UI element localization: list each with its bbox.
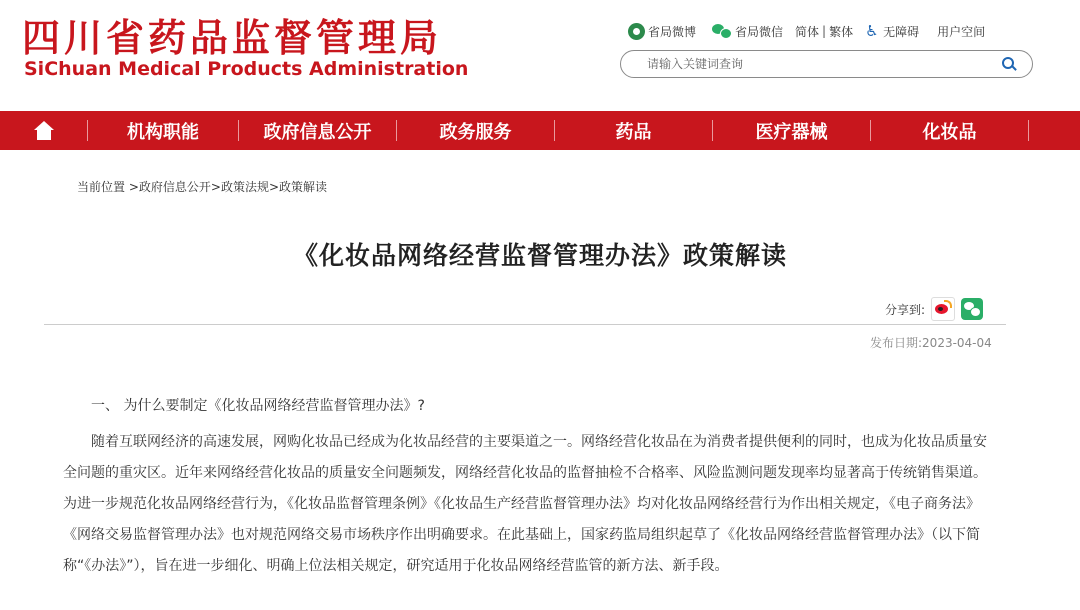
nav-item-institution[interactable]: 机构职能 [127, 121, 199, 143]
nav-divider [1028, 120, 1029, 141]
nav-item-devices[interactable]: 医疗器械 [755, 121, 828, 143]
publish-date [870, 334, 992, 351]
search-icon[interactable] [1001, 56, 1017, 72]
site-header [0, 0, 1080, 110]
share-wechat-icon[interactable] [961, 298, 983, 320]
breadcrumb-separator: > [210, 180, 221, 194]
lang-separator: | [822, 24, 827, 38]
wechat-link[interactable] [712, 23, 783, 40]
nav-item-drugs[interactable]: 药品 [615, 121, 652, 143]
article-heading: 一、 为什么要制定《化妆品网络经营监督管理办法》? [91, 398, 425, 414]
title-divider [44, 324, 1006, 325]
nav-item-services[interactable]: 政务服务 [439, 121, 512, 143]
weibo-link-label: 省局微博 [648, 24, 697, 39]
traditional-link[interactable]: 繁体 [829, 24, 854, 39]
article-title: 《化妆品网络经营监督管理办法》政策解读 [292, 241, 787, 270]
nav-item-cosmetics[interactable]: 化妆品 [922, 121, 977, 143]
main-nav [0, 111, 1080, 150]
breadcrumb-prefix: 当前位置 > [77, 180, 139, 194]
breadcrumb-separator: > [268, 180, 280, 194]
accessibility-link[interactable] [865, 22, 919, 40]
wechat-icon [712, 23, 732, 39]
share-weibo-icon[interactable] [931, 297, 955, 321]
home-icon [33, 121, 55, 141]
breadcrumb-item[interactable]: 政策解读 [279, 180, 328, 194]
user-space-link[interactable]: 用户空间 [937, 24, 986, 39]
nav-item-gov-info[interactable]: 政府信息公开 [263, 121, 372, 143]
breadcrumb-item[interactable]: 政府信息公开 [138, 180, 211, 194]
weibo-icon [628, 23, 645, 40]
share-label: 分享到: [885, 302, 926, 317]
site-logo-chinese[interactable]: 四川省药品监督管理局 [22, 16, 443, 60]
publish-date-label: 发布日期: [870, 336, 923, 350]
share-bar [885, 297, 983, 321]
publish-date-value: 2023-04-04 [922, 336, 992, 350]
accessibility-link-label: 无障碍 [883, 24, 920, 39]
simplified-link[interactable]: 简体 [795, 24, 820, 39]
site-logo-english[interactable]: SiChuan Medical Products Administration [24, 58, 469, 80]
search-box [620, 50, 1033, 78]
wechat-link-label: 省局微信 [735, 24, 784, 39]
nav-home[interactable] [0, 111, 87, 150]
breadcrumb-item[interactable]: 政策法规 [220, 180, 269, 194]
breadcrumb [77, 178, 327, 195]
top-links [628, 20, 985, 42]
search-input[interactable] [647, 55, 987, 73]
article-body [63, 391, 987, 582]
weibo-link[interactable] [628, 23, 696, 40]
article-paragraph: 随着互联网经济的高速发展，网购化妆品已经成为化妆品经营的主要渠道之一。网络经营化妆品在为消费者提供便利的同时，也成为化妆品质量安全问题的重灾区。近年来网络经营化妆品的质量安全问题频发，网络经营化妆品的监督抽检不合格率、风险监测问题发现率均显著高于传统销售渠道。为进一步规范化妆品网络经营行为，《化妆品监督管理条例》《化妆品生产经营监督管理办法》均对化妆品网络经营行为作出相关规定，《电子商务法》《网络交易监督管理办法》也对规范网络交易市场秩序作出明确要求。在此基础上，国家药监局组织起草了《化妆品网络经营监督管理办法》（以下简称“《办法》”），旨在进一步细化、明确上位法相关规定，研究适用于化妆品网络经营监管的新方法、新手段。 [63, 434, 987, 574]
accessibility-icon: ♿ [865, 22, 879, 40]
